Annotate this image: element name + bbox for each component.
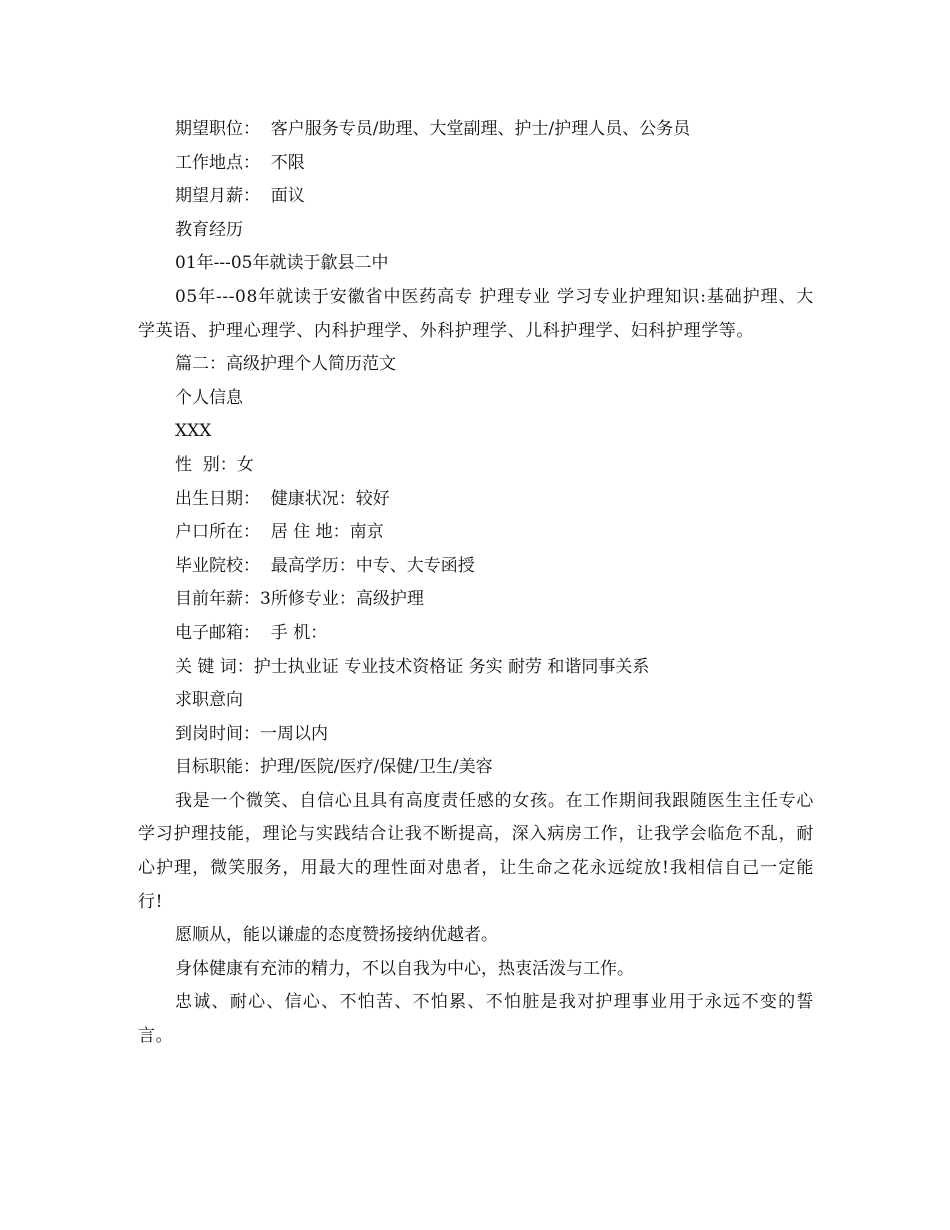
gender-line: 性 别：女: [175, 454, 254, 475]
name-line: XXX: [175, 421, 212, 442]
target-function-line: 目标职能：护理/医院/医疗/保健/卫生/美容: [175, 757, 493, 778]
education-item-1: 01年---05年就读于歙县二中: [175, 253, 389, 274]
job-intention-heading: 求职意向: [175, 690, 243, 711]
health-line: 身体健康有充沛的精力，不以自我为中心，热衷活泼与工作。: [175, 958, 634, 979]
keywords-line: 关 键 词：护士执业证 专业技术资格证 务实 耐劳 和谐同事关系: [175, 656, 650, 677]
email-phone-line: 电子邮箱： 手 机：: [175, 622, 328, 643]
education-item-2: 05年---08年就读于安徽省中医药高专 护理专业 学习专业护理知识:基础护理、大学英语、护理心理学、内科护理学、外科护理学、儿科护理学、妇科护理学等。: [138, 286, 814, 341]
expected-position-line: 期望职位： 客户服务专员/助理、大堂副理、护士/护理人员、公务员: [175, 119, 691, 139]
work-location-line: 工作地点： 不限: [175, 152, 305, 173]
personal-info-heading: 个人信息: [175, 387, 243, 408]
availability-line: 到岗时间：一周以内: [175, 723, 328, 744]
hukou-residence-line: 户口所在： 居 住 地：南京: [175, 522, 384, 543]
section-title: 篇二：高级护理个人简历范文: [175, 354, 396, 375]
birth-health-line: 出生日期： 健康状况：较好: [175, 488, 390, 509]
document-body: [138, 113, 814, 1054]
education-heading: 教育经历: [175, 219, 243, 240]
school-degree-line: 毕业院校： 最高学历：中专、大专函授: [175, 555, 475, 576]
attitude-line: 愿顺从，能以谦虚的态度赞扬接纳优越者。: [175, 925, 498, 946]
oath-paragraph: 忠诚、耐心、信心、不怕苦、不怕累、不怕脏是我对护理事业用于永远不变的誓言。: [138, 992, 814, 1047]
expected-salary-line: 期望月薪： 面议: [175, 186, 305, 207]
salary-major-line: 目前年薪：3所修专业：高级护理: [175, 589, 424, 610]
self-description-paragraph: 我是一个微笑、自信心且具有高度责任感的女孩。在工作期间我跟随医生主任专心学习护理技能，理论与实践结合让我不断提高，深入病房工作，让我学会临危不乱，耐心护理，微笑服务，用最大的理性面对患者，让生命之花永远绽放!我相信自己一定能行!: [138, 790, 814, 912]
